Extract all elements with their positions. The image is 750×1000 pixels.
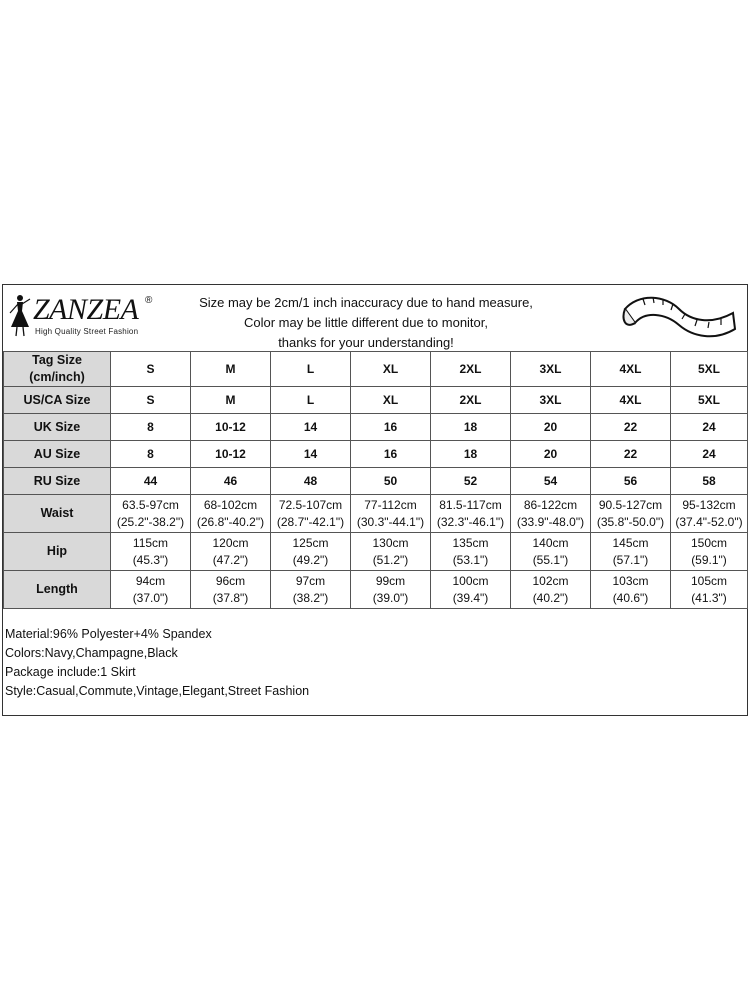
table-cell: 5XL [671,352,748,387]
table-row [4,352,748,387]
table-cell: 14 [271,441,351,468]
table-cell: L [271,387,351,414]
table-cell: 18 [431,414,511,441]
table-cell: 86-122cm (33.9"-48.0") [511,495,591,533]
table-row [4,533,748,571]
table-cell: 44 [111,468,191,495]
table-cell: 81.5-117cm (32.3"-46.1") [431,495,511,533]
table-cell: 5XL [671,387,748,414]
size-chart-card [2,284,748,716]
chart-header [3,285,747,351]
table-cell: 72.5-107cm (28.7"-42.1") [271,495,351,533]
table-cell: 135cm (53.1") [431,533,511,571]
table-cell: 58 [671,468,748,495]
row-label: UK Size [4,414,111,441]
notice-line: thanks for your understanding! [278,335,454,350]
table-cell: 140cm (55.1") [511,533,591,571]
table-cell: 120cm (47.2") [191,533,271,571]
table-row [4,387,748,414]
table-cell: 102cm (40.2") [511,571,591,609]
table-cell: 77-112cm (30.3"-44.1") [351,495,431,533]
row-label: Length [4,571,111,609]
table-cell: 4XL [591,387,671,414]
colors-text: Colors:Navy,Champagne,Black [5,646,178,660]
table-row [4,571,748,609]
row-label: US/CA Size [4,387,111,414]
table-cell: 97cm (38.2") [271,571,351,609]
table-cell: 3XL [511,387,591,414]
table-cell: 18 [431,441,511,468]
table-cell: 8 [111,414,191,441]
size-table [3,351,748,609]
table-cell: 48 [271,468,351,495]
row-label: Hip [4,533,111,571]
table-cell: M [191,387,271,414]
table-cell: 10-12 [191,441,271,468]
table-cell: 130cm (51.2") [351,533,431,571]
style-text: Style:Casual,Commute,Vintage,Elegant,Street Fashion [5,684,310,698]
table-cell: XL [351,352,431,387]
table-cell: 50 [351,468,431,495]
table-cell: 115cm (45.3") [111,533,191,571]
row-label: AU Size [4,441,111,468]
table-cell: S [111,387,191,414]
table-cell: 145cm (57.1") [591,533,671,571]
row-label: Waist [4,495,111,533]
table-cell: 16 [351,441,431,468]
row-label: Tag Size (cm/inch) [4,352,111,387]
measurement-notice [191,293,541,353]
material-text: Material:96% Polyester+4% Spandex [5,627,212,641]
table-cell: 46 [191,468,271,495]
table-cell: 24 [671,414,748,441]
table-cell: L [271,352,351,387]
table-row [4,468,748,495]
notice-line: Size may be 2cm/1 inch inaccuracy due to hand measure, [199,295,533,310]
table-cell: 103cm (40.6") [591,571,671,609]
table-row [4,495,748,533]
brand-name: ZANZEA [33,293,139,326]
table-cell: 94cm (37.0") [111,571,191,609]
table-cell: 96cm (37.8") [191,571,271,609]
row-label: RU Size [4,468,111,495]
table-cell: 99cm (39.0") [351,571,431,609]
table-cell: S [111,352,191,387]
table-cell: 100cm (39.4") [431,571,511,609]
table-cell: 24 [671,441,748,468]
table-cell: 20 [511,441,591,468]
table-cell: 52 [431,468,511,495]
package-text: Package include:1 Skirt [5,665,136,679]
table-cell: 90.5-127cm (35.8"-50.0") [591,495,671,533]
fashion-figure-icon [7,293,33,337]
table-cell: 14 [271,414,351,441]
table-row [4,441,748,468]
measuring-tape-icon [619,289,739,349]
table-cell: 2XL [431,387,511,414]
table-cell: 63.5-97cm (25.2"-38.2") [111,495,191,533]
table-cell: 22 [591,441,671,468]
table-cell: 4XL [591,352,671,387]
brand-logo [7,293,157,345]
registered-mark: ® [145,295,153,306]
table-cell: 150cm (59.1") [671,533,748,571]
table-cell: 2XL [431,352,511,387]
table-cell: 8 [111,441,191,468]
table-row [4,414,748,441]
table-cell: 20 [511,414,591,441]
brand-tagline: High Quality Street Fashion [35,327,139,336]
table-cell: 56 [591,468,671,495]
table-cell: 10-12 [191,414,271,441]
notice-line: Color may be little different due to monitor, [244,315,488,330]
table-cell: 3XL [511,352,591,387]
table-cell: 68-102cm (26.8"-40.2") [191,495,271,533]
table-cell: 95-132cm (37.4"-52.0") [671,495,748,533]
product-details [3,625,749,701]
table-cell: 16 [351,414,431,441]
table-cell: 105cm (41.3") [671,571,748,609]
table-cell: 54 [511,468,591,495]
table-cell: XL [351,387,431,414]
table-cell: 22 [591,414,671,441]
table-cell: M [191,352,271,387]
table-cell: 125cm (49.2") [271,533,351,571]
